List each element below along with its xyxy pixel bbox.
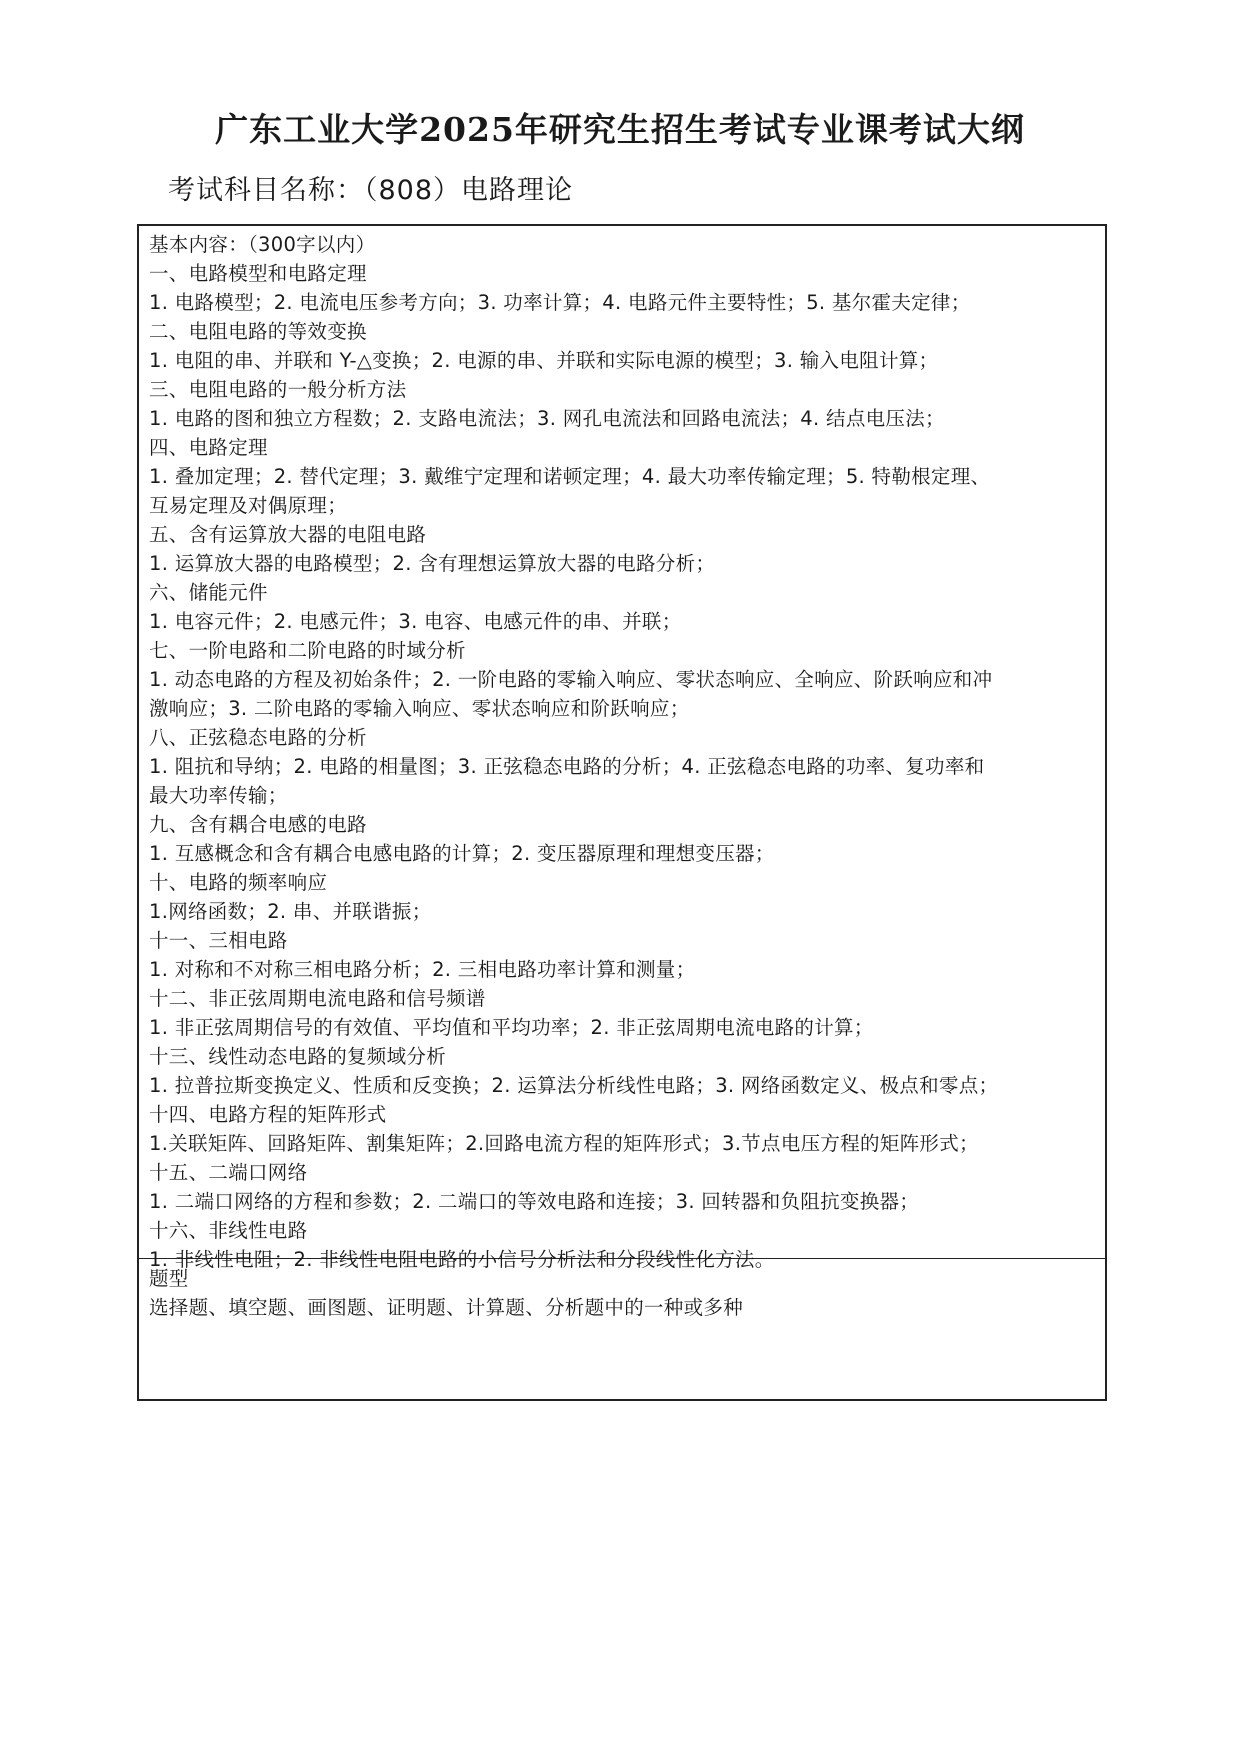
- content-line: 1.网络函数；2. 串、并联谐振；: [149, 900, 432, 923]
- syllabus-table: [137, 224, 1107, 1401]
- question-types-text: 选择题、填空题、画图题、证明题、计算题、分析题中的一种或多种: [149, 1296, 744, 1319]
- content-line: 互易定理及对偶原理；: [149, 494, 348, 517]
- content-line: 1. 对称和不对称三相电路分析；2. 三相电路功率计算和测量；: [149, 958, 696, 981]
- content-line: 1. 电阻的串、并联和 Y-△变换；2. 电源的串、并联和实际电源的模型；3. 输入电阻计算；: [149, 349, 939, 372]
- content-line: 1. 非线性电阻；2. 非线性电阻电路的小信号分析法和分段线性化方法。: [149, 1248, 775, 1271]
- content-line: 十二、非正弦周期电流电路和信号频谱: [149, 987, 486, 1010]
- content-line: 十六、非线性电路: [149, 1219, 308, 1242]
- content-line: 四、电路定理: [149, 436, 268, 459]
- basic-content-cell: [139, 226, 1105, 1271]
- content-line: 五、含有运算放大器的电阻电路: [149, 523, 427, 546]
- content-line: 最大功率传输；: [149, 784, 288, 807]
- exam-subject: 考试科目名称：（808）电路理论: [168, 175, 574, 206]
- content-line: 1. 电容元件；2. 电感元件；3. 电容、电感元件的串、并联；: [149, 610, 682, 633]
- content-line: 十四、电路方程的矩阵形式: [149, 1103, 387, 1126]
- content-line: 九、含有耦合电感的电路: [149, 813, 367, 836]
- content-line: 七、一阶电路和二阶电路的时域分析: [149, 639, 466, 662]
- page-title: 广东工业大学2025年研究生招生考试专业课考试大纲: [215, 110, 1025, 149]
- basic-content-heading: 基本内容：（300字以内）: [149, 233, 376, 256]
- question-types-heading: 题型: [149, 1267, 189, 1290]
- content-line: 十一、三相电路: [149, 929, 288, 952]
- question-types-cell: [139, 1259, 1105, 1399]
- content-line: 1. 电路模型；2. 电流电压参考方向；3. 功率计算；4. 电路元件主要特性；5. 基尔霍夫定律；: [149, 291, 971, 314]
- content-lines: [149, 259, 1105, 1274]
- content-line: 十、电路的频率响应: [149, 871, 328, 894]
- content-line: 十三、线性动态电路的复频域分析: [149, 1045, 447, 1068]
- content-line: 1. 叠加定理；2. 替代定理；3. 戴维宁定理和诺顿定理；4. 最大功率传输定理；5. 特勒根定理、: [149, 465, 991, 488]
- content-line: 1. 阻抗和导纳；2. 电路的相量图；3. 正弦稳态电路的分析；4. 正弦稳态电路的功率、复功率和: [149, 755, 985, 778]
- content-line: 六、储能元件: [149, 581, 268, 604]
- content-line: 八、正弦稳态电路的分析: [149, 726, 367, 749]
- content-line: 1. 电路的图和独立方程数；2. 支路电流法；3. 网孔电流法和回路电流法；4. 结点电压法；: [149, 407, 945, 430]
- content-line: 1.关联矩阵、回路矩阵、割集矩阵；2.回路电流方程的矩阵形式；3.节点电压方程的矩阵形式；: [149, 1132, 979, 1155]
- content-line: 1. 互感概念和含有耦合电感电路的计算；2. 变压器原理和理想变压器；: [149, 842, 775, 865]
- content-line: 1. 运算放大器的电路模型；2. 含有理想运算放大器的电路分析；: [149, 552, 716, 575]
- content-line: 十五、二端口网络: [149, 1161, 308, 1184]
- content-line: 1. 拉普拉斯变换定义、性质和反变换；2. 运算法分析线性电路；3. 网络函数定义、极点和零点；: [149, 1074, 999, 1097]
- content-line: 一、电路模型和电路定理: [149, 262, 367, 285]
- content-line: 激响应；3. 二阶电路的零输入响应、零状态响应和阶跃响应；: [149, 697, 690, 720]
- content-line: 1. 二端口网络的方程和参数；2. 二端口的等效电路和连接；3. 回转器和负阻抗变换器；: [149, 1190, 920, 1213]
- content-line: 二、电阻电路的等效变换: [149, 320, 367, 343]
- content-line: 1. 动态电路的方程及初始条件；2. 一阶电路的零输入响应、零状态响应、全响应、阶跃响应和冲: [149, 668, 993, 691]
- content-line: 1. 非正弦周期信号的有效值、平均值和平均功率；2. 非正弦周期电流电路的计算；: [149, 1016, 874, 1039]
- content-line: 三、电阻电路的一般分析方法: [149, 378, 407, 401]
